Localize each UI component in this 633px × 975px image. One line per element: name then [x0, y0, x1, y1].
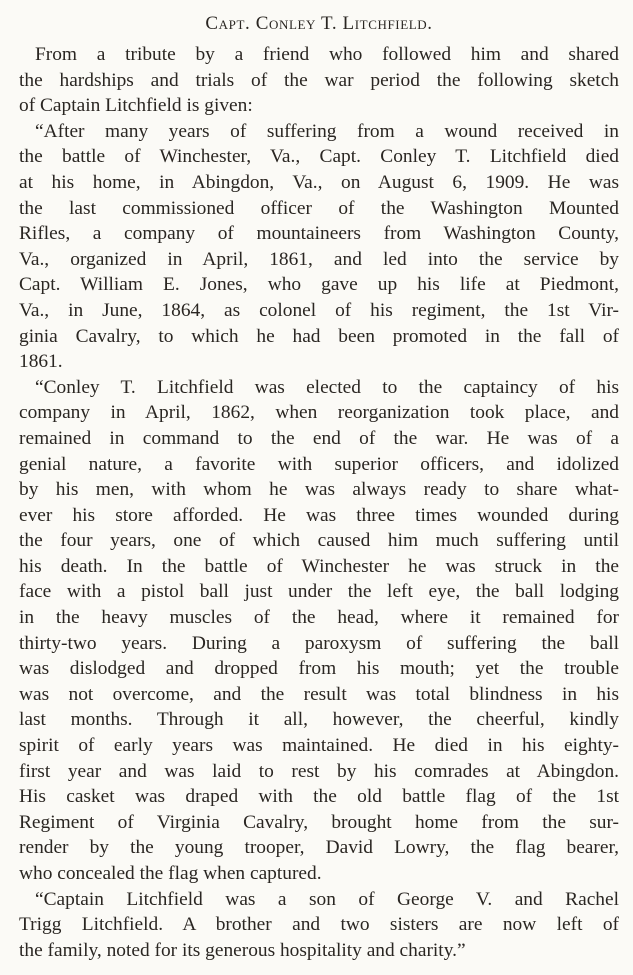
text-line: His casket was draped with the old battle flag of the 1st — [19, 786, 619, 808]
text-line: “Conley T. Litchfield was elected to the captaincy of his — [35, 376, 619, 398]
text-line: Rifles, a company of mountaineers from Washington County, — [19, 223, 619, 245]
text-line: in the heavy muscles of the head, where it remained for — [19, 607, 619, 629]
text-line: was dislodged and dropped from his mouth; yet the trouble — [19, 658, 619, 680]
text-line: the family, noted for its generous hospitality and charity.” — [19, 939, 466, 961]
text-line: “Captain Litchfield was a son of George V. and Rachel — [35, 888, 619, 910]
text-line: the hardships and trials of the war period the following sketch — [19, 69, 619, 91]
text-line: remained in command to the end of the war. He was of a — [19, 427, 619, 449]
text-line: by his men, with whom he was always ready to share what- — [19, 479, 619, 501]
paragraph — [19, 887, 619, 964]
text-line: 1861. — [19, 351, 63, 373]
paragraph — [19, 119, 619, 375]
text-line: the battle of Winchester, Va., Capt. Conley T. Litchfield died — [19, 146, 619, 168]
text-line: Va., organized in April, 1861, and led into the service by — [19, 248, 619, 270]
text-line: last months. Through it all, however, the cheerful, kindly — [19, 709, 619, 731]
text-line: first year and was laid to rest by his comrades at Abingdon. — [19, 760, 619, 782]
text-line: From a tribute by a friend who followed him and shared — [35, 44, 619, 65]
text-line: his death. In the battle of Winchester he was struck in the — [19, 555, 619, 577]
text-line: “After many years of suffering from a wound received in — [35, 120, 619, 142]
text-line: who concealed the flag when captured. — [19, 863, 322, 884]
text-line: ginia Cavalry, to which he had been promoted in the fall of — [19, 325, 619, 347]
text-line: Regiment of Virginia Cavalry, brought home from the sur- — [19, 811, 619, 833]
text-line: Va., in June, 1864, as colonel of his regiment, the 1st Vir- — [19, 299, 619, 321]
text-line: genial nature, a favorite with superior officers, and idolized — [19, 453, 619, 475]
text-line: at his home, in Abingdon, Va., on August 6, 1909. He was — [19, 171, 619, 193]
text-line: was not overcome, and the result was total blindness in his — [19, 683, 619, 705]
article-heading: Capt. Conley T. Litchfield. — [205, 13, 433, 34]
text-line: spirit of early years was maintained. He died in his eighty- — [19, 735, 619, 757]
text-line: the four years, one of which caused him much suffering until — [19, 530, 619, 552]
text-line: Trigg Litchfield. A brother and two sisters are now left of — [19, 914, 619, 936]
text-line: render by the young trooper, David Lowry, the flag bearer, — [19, 837, 619, 859]
text-line: of Captain Litchfield is given: — [19, 95, 253, 117]
text-line: face with a pistol ball just under the left eye, the ball lodging — [19, 581, 619, 603]
paragraph — [19, 42, 619, 119]
text-line: thirty-two years. During a paroxysm of suffering the ball — [19, 632, 619, 654]
text-line: Capt. William E. Jones, who gave up his life at Piedmont, — [19, 274, 619, 296]
text-line: company in April, 1862, when reorganization took place, and — [19, 402, 619, 424]
text-line: the last commissioned officer of the Washington Mounted — [19, 197, 619, 219]
text-line: ever his store afforded. He was three times wounded during — [19, 504, 619, 526]
article-body — [19, 42, 619, 963]
paragraph — [19, 375, 619, 887]
